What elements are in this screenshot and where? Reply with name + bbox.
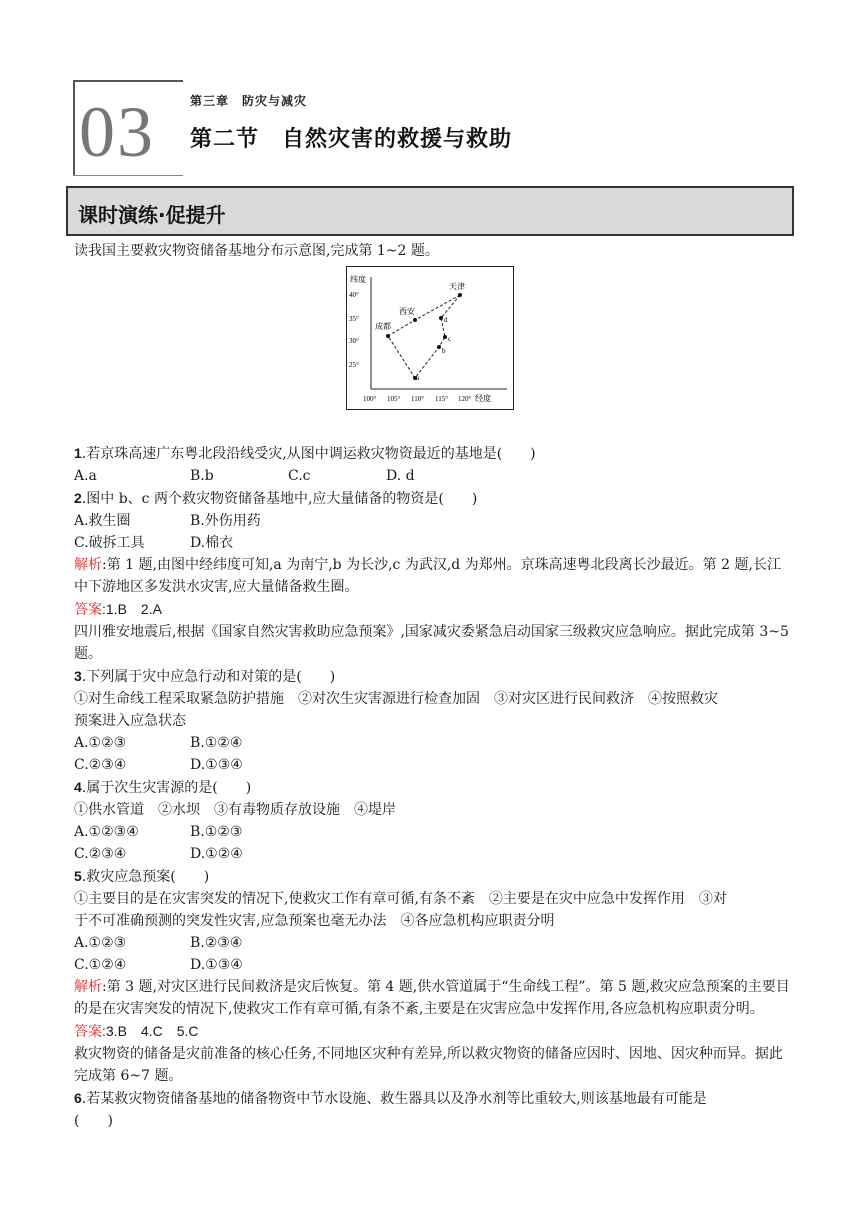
- x-tick: 120°: [458, 395, 472, 403]
- options-row: [74, 821, 794, 843]
- frame-line: [73, 80, 75, 176]
- question-text: .图中 b、c 两个救灾物资储备基地中,应大量储备的物资是( ): [81, 491, 478, 507]
- y-axis-title: 纬度: [350, 275, 366, 284]
- question-stem: ①主要目的是在灾害突发的情况下,使救灾工作有章可循,有条不紊 ②主要是在灾中应急中发挥作用 ③对: [74, 891, 727, 907]
- section-banner: [66, 186, 794, 236]
- label-tianjin: 天津: [449, 282, 465, 291]
- option-d: D.①②④: [190, 846, 243, 862]
- question-text: .若某救灾物资储备基地的储备物资中节水设施、救生器具以及净水剂等比重较大,则该基地最有可能是: [81, 1091, 707, 1107]
- chapter-label: 第三章 防灾与减灾: [190, 94, 308, 108]
- label-d: d: [444, 316, 448, 324]
- option-b: B.b: [190, 468, 214, 484]
- question-stem: ①对生命线工程采取紧急防护措施 ②对次生灾害源进行检查加固 ③对灾区进行民间救济 ④按照救灾: [74, 691, 718, 707]
- answer-label: 答案: [74, 1024, 102, 1040]
- label-xian: 西安: [399, 307, 415, 316]
- option-c: C.①②④: [74, 957, 127, 973]
- question-number: 2: [74, 490, 82, 506]
- x-tick: 100°: [363, 395, 377, 403]
- question-number: 5: [74, 868, 82, 884]
- x-axis-title: 经度: [475, 394, 491, 403]
- y-tick: 30°: [349, 337, 359, 345]
- chapter-number-box: [73, 80, 183, 176]
- analysis-block: [74, 554, 794, 598]
- options-row: [74, 510, 794, 532]
- answer-label: 答案: [74, 602, 102, 618]
- question-2: [74, 487, 794, 510]
- question-3: [74, 665, 794, 688]
- question-6: [74, 1087, 794, 1110]
- question-text: .若京珠高速广东粤北段沿线受灾,从图中调运救灾物资最近的基地是( ): [81, 446, 536, 462]
- answer-block: [74, 598, 794, 621]
- question-number: 4: [74, 779, 82, 795]
- intro-text: 四川雅安地震后,根据《国家自然灾害救助应急预案》,国家减灾委紧急启动国家三级救灾应急响应。据此完成第 3~5 题。: [74, 624, 789, 662]
- question-text: .下列属于灾中应急行动和对策的是( ): [81, 669, 336, 685]
- option-a: A.①②③: [74, 935, 127, 951]
- option-c: C.②③④: [74, 757, 127, 773]
- y-tick: 25°: [349, 361, 359, 369]
- options-row: [74, 732, 794, 754]
- options-row: [74, 465, 794, 487]
- question-5: [74, 865, 794, 888]
- analysis-text: :第 3 题,对灾区进行民间救济是灾后恢复。第 4 题,供水管道属于“生命线工程”。第 5 题,救灾应急预案的主要目的是在灾害突发的情况下,使救灾工作有章可循,有条不紊,主要是在灾害应急中发挥作用,各应急机构应职责分明。: [74, 979, 790, 1017]
- chapter-number: 03: [79, 92, 155, 172]
- x-tick: 110°: [411, 395, 425, 403]
- analysis-text: :第 1 题,由图中经纬度可知,a 为南宁,b 为长沙,c 为武汉,d 为郑州。京珠高速粤北段离长沙最近。第 2 题,长江中下游地区多发洪水灾害,应大量储备救生圈。: [74, 557, 781, 595]
- options-row: [74, 954, 794, 976]
- options-row: [74, 532, 794, 554]
- question-text: .救灾应急预案( ): [81, 869, 210, 885]
- option-c: C.破拆工具: [74, 535, 145, 551]
- answer-block: [74, 1020, 794, 1043]
- answer-text: :1.B 2.A: [102, 601, 162, 617]
- options-row: [74, 932, 794, 954]
- question-stem: ( ): [74, 1113, 113, 1129]
- option-a: A.救生圈: [74, 513, 131, 529]
- content-body: [74, 240, 794, 1132]
- intro-text: 读我国主要救灾物资储备基地分布示意图,完成第 1~2 题。: [74, 243, 439, 259]
- question-number: 3: [74, 668, 82, 684]
- question-stem: 于不可准确预测的突发性灾害,应急预案也毫无办法 ④各应急机构应职责分明: [74, 913, 555, 929]
- option-b: B.①②③: [190, 824, 243, 840]
- option-c: C.c: [288, 468, 311, 484]
- intro-text: 救灾物资的储备是灾前准备的核心任务,不同地区灾种有差异,所以救灾物资的储备应因时、因地、因灾种而异。据此完成第 6~7 题。: [74, 1046, 783, 1084]
- question-number: 1: [74, 445, 82, 461]
- option-b: B.外伤用药: [190, 513, 261, 529]
- option-d: D.①③④: [190, 757, 243, 773]
- option-a: A.①②③: [74, 735, 127, 751]
- options-row: [74, 754, 794, 776]
- banner-title: 课时演练·促提升: [78, 203, 226, 227]
- figure-spacer: [74, 262, 794, 442]
- option-c: C.②③④: [74, 846, 127, 862]
- question-stem: ①供水管道 ②水坝 ③有毒物质存放设施 ④堤岸: [74, 802, 396, 818]
- label-b: b: [442, 347, 446, 355]
- question-stem: 预案进入应急状态: [74, 713, 186, 729]
- answer-text: :3.B 4.C 5.C: [102, 1023, 199, 1039]
- options-row: [74, 843, 794, 865]
- y-tick: 40°: [349, 291, 359, 299]
- option-d: D.①③④: [190, 957, 243, 973]
- question-text: .属于次生灾害源的是( ): [81, 780, 252, 796]
- y-tick: 35°: [349, 315, 359, 323]
- analysis-block: [74, 976, 794, 1020]
- question-4: [74, 776, 794, 799]
- question-number: 6: [74, 1090, 82, 1106]
- x-tick: 105°: [387, 395, 401, 403]
- option-d: D. d: [386, 468, 415, 484]
- section-title: 第二节 自然灾害的救援与救助: [190, 126, 513, 152]
- frame-line: [73, 80, 183, 82]
- option-d: D.棉衣: [190, 535, 234, 551]
- frame-line: [73, 175, 183, 176]
- option-a: A.a: [74, 468, 97, 484]
- label-a: a: [416, 374, 420, 382]
- option-b: B.②③④: [190, 935, 243, 951]
- analysis-label: 解析: [74, 979, 102, 995]
- analysis-label: 解析: [74, 557, 102, 573]
- option-a: A.①②③④: [74, 824, 139, 840]
- label-c: c: [448, 335, 452, 343]
- option-b: B.①②④: [190, 735, 243, 751]
- label-chengdu: 成都: [375, 322, 391, 331]
- x-tick: 115°: [435, 395, 449, 403]
- question-1: [74, 442, 794, 465]
